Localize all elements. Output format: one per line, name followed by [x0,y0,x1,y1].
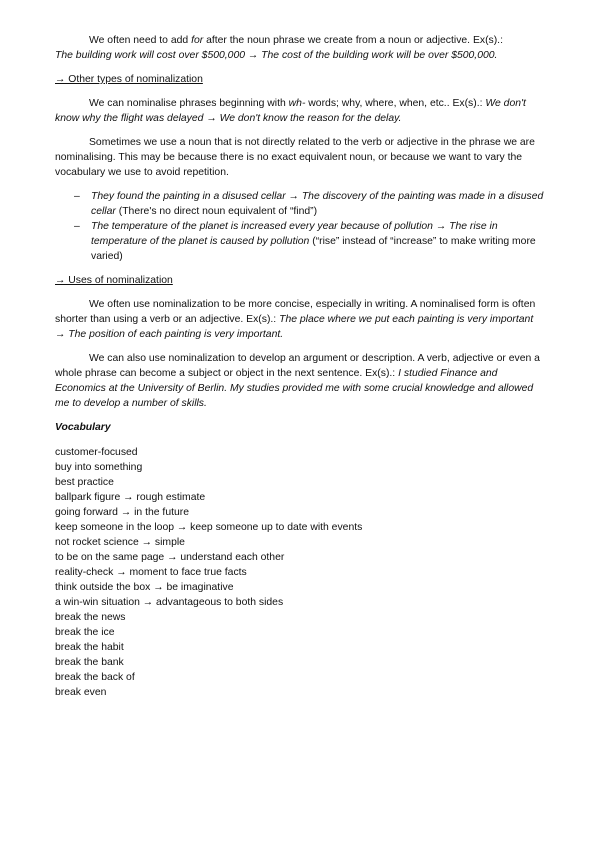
text-run: We often use nominalization to be more concise, especially in writing. A nominalised form is often shorter than using a verb or an adjective. Ex(s).: [55,299,536,325]
bullet-note: (“rise” instead of “increase” to make writing more varied) [91,236,536,262]
example-sentence: The temperature of the planet is increased every year because of pollution → The rise in temperature of the planet is caused by pollution [91,221,498,247]
vocab-item: ballpark figure → rough estimate [55,492,206,503]
vocab-item: going forward → in the future [55,507,189,518]
vocab-item: think outside the box → be imaginative [55,582,234,593]
document-body [55,33,545,700]
text-run: We can nominalise phrases beginning with [89,98,289,109]
italic-run: wh- [288,98,306,109]
vocab-item: reality-check → moment to face true facts [55,567,247,578]
paragraph-unrelated-noun: Sometimes we use a noun that is not directly related to the verb or adjective in the phrase we are nominalising. This may be because there is no exact equivalent noun, or because we want to vary the vocabulary we use to avoid repetition. [55,137,535,178]
paragraph-for-after-noun [55,33,545,63]
text-run: after the noun phrase we create from a noun or adjective. Ex(s).: [203,35,503,46]
vocab-item: break the habit [55,642,124,653]
vocab-item: to be on the same page → understand each other [55,552,285,563]
paragraph-argument [55,351,545,411]
text-run: words; why, where, when, etc.. Ex(s).: [305,98,486,109]
vocab-item: buy into something [55,462,143,473]
italic-run: for [191,35,204,46]
bullet-item [55,189,545,219]
text-run: We often need to add [89,35,192,46]
example-sentence: The place where we put each painting is very important → The position of each painting is very important. [55,314,534,340]
example-sentence: I studied Finance and Economics at the University of Berlin. My studies provided me with some crucial knowledge and allowed me to develop a number of skills. [55,368,534,409]
bullet-note: (There's no direct noun equivalent of “find”) [115,206,318,217]
text-run: We can also use nominalization to develop an argument or description. A verb, adjective or even a whole phrase can become a subject or object in the next sentence. Ex(s).: [55,353,540,379]
vocab-item: break the ice [55,627,115,638]
vocab-item: break the news [55,612,126,623]
bullet-dash: – [74,191,80,202]
vocab-item: customer-focused [55,447,138,458]
example-sentence: They found the painting in a disused cellar → The discovery of the painting was made in a disused cellar [91,191,544,217]
vocab-item: a win-win situation → advantageous to both sides [55,597,284,608]
vocab-item: break even [55,687,107,698]
vocab-item: best practice [55,477,114,488]
bullet-item [55,219,545,264]
example-sentence: We don't know why the flight was delayed → We don't know the reason for the delay. [55,98,526,124]
paragraph-wh-words [55,96,545,126]
section-heading-uses: → Uses of nominalization [55,275,173,286]
example-sentence: The building work will cost over $500,000 → The cost of the building work will be over $500,000. [55,50,498,61]
paragraph-concise [55,297,545,342]
vocab-item: break the bank [55,657,124,668]
example-bullet-list [55,189,545,264]
vocab-item: break the back of [55,672,135,683]
section-heading-other-types: → Other types of nominalization [55,74,203,85]
bullet-dash: – [74,221,80,232]
vocabulary-heading: Vocabulary [55,422,111,433]
vocab-item: keep someone in the loop → keep someone up to date with events [55,522,363,533]
vocabulary-list [55,445,545,700]
vocab-item: not rocket science → simple [55,537,185,548]
